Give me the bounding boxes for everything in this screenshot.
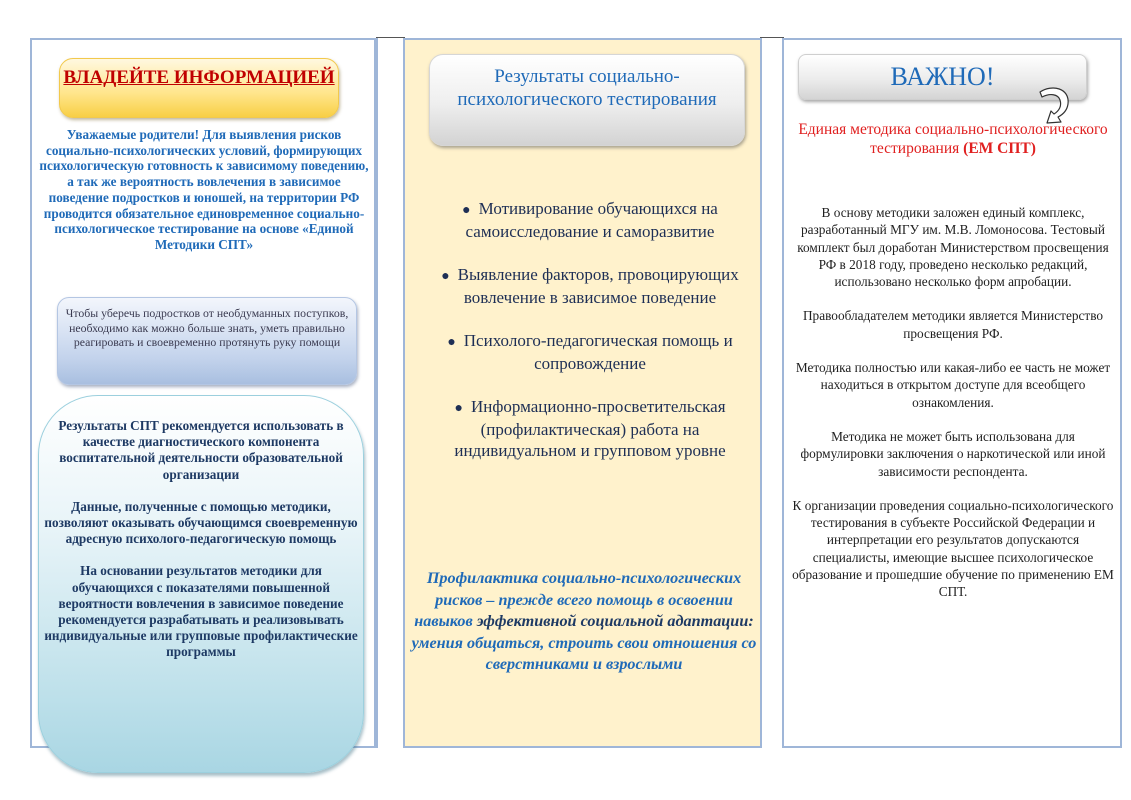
detail-paragraph: К организации проведения социально-психологического тестирования в субъекте Российской Федерации и интерпретации его результатов допускаются специалисты, имеющие высшее психологическое образование и прошедшие обучение по применению ЕМ СПТ.: [792, 497, 1114, 600]
list-item: [425, 198, 755, 242]
list-item: [425, 330, 755, 374]
tip-box: [57, 297, 357, 385]
method-subtitle: [790, 120, 1116, 158]
left-title: ВЛАДЕЙТЕ ИНФОРМАЦИЕЙ: [63, 67, 335, 88]
results-box: [38, 395, 364, 773]
parents-intro-text: Уважаемые родители! Для выявления рисков социально-психологических условий, формирующих психологическую готовность к зависимому поведению, а так же вероятность вовлечения в зависимое поведение подростков и юношей, на территории РФ проводится обязательное единовременное социально-психологическое тестирование на основе «Единой Методики СПТ»: [39, 127, 369, 252]
results-paragraph: На основании результатов методики для обучающихся с показателями повышенной вероятности вовлечения в зависимое поведение рекомендуется разрабатывать и реализовывать индивидуальные или групповые профилактические программы: [44, 563, 358, 660]
list-item-text: Информационно-просветительская (профилактическая) работа на индивидуальном и групповом уровне: [454, 397, 726, 460]
detail-paragraph: В основу методики заложен единый комплекс, разработанный МГУ им. М.В. Ломоносова. Тестовый комплект был доработан Министерством просвещения РФ в 2018 году, проведено несколько редакций, использовано несколько форм апробации.: [797, 205, 1109, 290]
motto-part-1: Профилактика социально-психологических рисков – прежде всего помощь в освоении навыков: [414, 569, 742, 630]
method-subtitle-text: Единая методика социально-психологического тестирования: [798, 121, 1108, 157]
middle-title: Результаты социально-психологического тестирования: [457, 66, 717, 110]
motto-part-2: эффективной социальной адаптации:: [476, 612, 754, 630]
motto-part-3: умения общаться, строить свои отношения со сверстниками и взрослыми: [411, 633, 757, 673]
bullet-icon: ●: [447, 335, 456, 350]
right-panel: [782, 38, 1122, 748]
method-abbreviation: (ЕМ СПТ): [963, 140, 1036, 157]
list-item-text: Психолого-педагогическая помощь и сопровождение: [463, 331, 733, 373]
list-item: [425, 396, 755, 461]
prevention-motto: [409, 568, 759, 676]
fold-gap-right: [760, 38, 784, 748]
list-item-text: Мотивирование обучающихся на самоисследование и саморазвитие: [465, 199, 718, 241]
important-title: ВАЖНО!: [890, 62, 995, 91]
bullet-icon: ●: [441, 269, 450, 284]
left-title-banner: [59, 58, 339, 118]
method-details: [790, 204, 1116, 618]
detail-paragraph: Правообладателем методики является Министерство просвещения РФ.: [802, 308, 1104, 341]
results-paragraph: Результаты СПТ рекомендуется использовать в качестве диагностического компонента воспитательной деятельности образовательной организации: [58, 418, 344, 482]
bullet-icon: ●: [454, 401, 463, 416]
middle-title-banner: [429, 54, 745, 146]
left-panel: [30, 38, 376, 748]
goals-list: [425, 198, 755, 483]
detail-paragraph: Методика полностью или какая-либо ее часть не может находиться в открытом доступе для всеобщего ознакомления.: [795, 360, 1111, 410]
detail-paragraph: Методика не может быть использована для формулировки заключения о наркотической или иной зависимости респондента.: [800, 428, 1106, 479]
bullet-icon: ●: [462, 203, 471, 218]
results-paragraph: Данные, полученные с помощью методики, позволяют оказывать обучающимся своевременную адресную психолого-педагогическую помощь: [44, 498, 358, 547]
tip-text: Чтобы уберечь подростков от необдуманных поступков, необходимо как можно больше знать, уметь правильно реагировать и своевременно протянуть руку помощи: [65, 306, 349, 349]
fold-gap-left: [376, 38, 405, 748]
list-item: [425, 264, 755, 308]
middle-panel: [403, 38, 762, 748]
list-item-text: Выявление факторов, провоцирующих вовлечение в зависимое поведение: [457, 265, 739, 307]
